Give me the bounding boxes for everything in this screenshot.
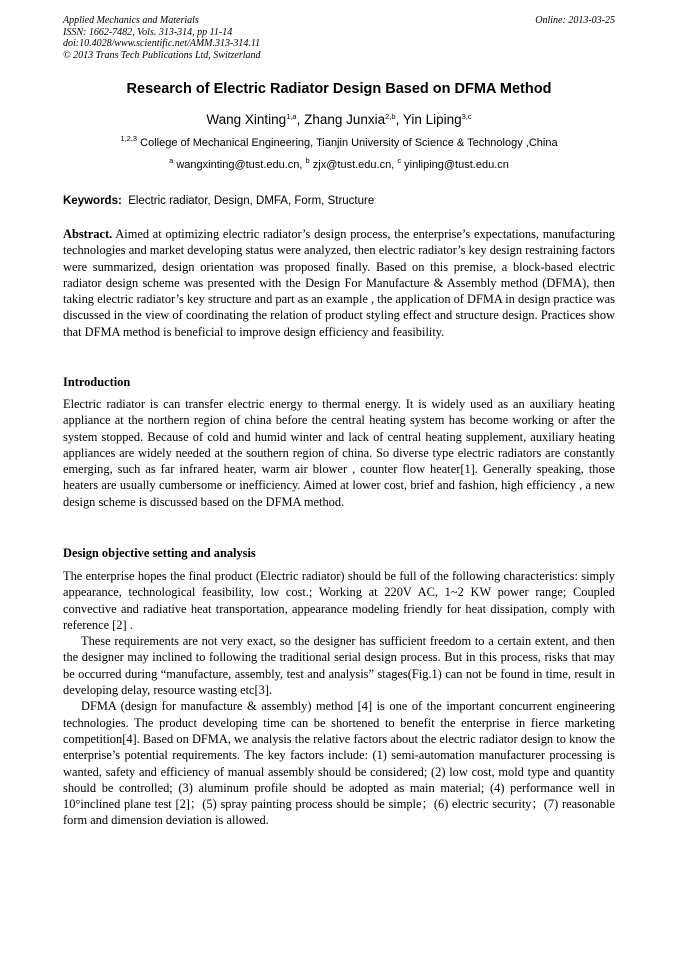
affiliation-text: College of Mechanical Engineering, Tianjin University of Science & Technology ,China [140,137,558,149]
online-date: Online: 2013-03-25 [535,15,615,26]
email-sup: b [305,156,310,165]
affiliation [0,134,678,149]
journal-issn: ISSN: 1662-7482, Vols. 313-314, pp 11-14 [63,26,233,38]
email-list [0,156,678,171]
paper-title: Research of Electric Radiator Design Based on DFMA Method [126,81,552,97]
paragraph: DFMA (design for manufacture & assembly) method [4] is one of the important concurrent engineering technologies. The product developing time can be shortened to benefit the enterprise in fierce marketing competition[4]. Based on DFMA, we analysis the relative factors about the electric radiator design to know the enterprise’s potential requirements. The key factors include: (1) semi-automation manufacturer processing is wanted, safety and efficiency of manual assembly should be considered; (2) low cost, mold type and quantity should be controlled; (3) aluminum profile should be adopted as main material; (4) performance well in 10°inclined plane test [2]；(5) spray painting process should be simple；(6) electric security；(7) reasonable form and dimension deviation is allowed. [63,699,615,828]
abstract-label: Abstract. [63,227,113,241]
paragraph: The enterprise hopes the final product (Electric radiator) should be full of the following characteristics: simply appearance, technological feasibility, low cost.; Working at 220V AC, 1~2 KW power range; Coupled convective and radiative heat transportation, appearance modeling friendly for heat dissipation, comply with reference [2] . [63,569,615,632]
author-sup: 3,c [461,112,472,121]
abstract [63,226,615,340]
author-name: Zhang Junxia [304,112,386,127]
design-section-body [63,568,615,829]
journal-copyright: © 2013 Trans Tech Publications Ltd, Switzerland [63,49,261,61]
affiliation-sup: 1,2,3 [120,134,138,143]
author-name: Wang Xinting [206,112,287,127]
abstract-text: Aimed at optimizing electric radiator’s design process, the enterprise’s expectations, manufacturing technologies and market developing status were analyzed, then electric radiator’s key design restraining factors were summarized, design orientation was proposed finally. Based on this premise, a block-based electric radiator design scheme was presented with the Design For Manufacture & Assembly method (DFMA), then taking electric radiator’s key structure and part as an example , the application of DFMA in design practice was discussed in the view of coordinating the relation of product styling effect and structure design. Practices show that DFMA method is beneficial to improve design efficiency and feasibility. [63,227,615,339]
keywords [63,195,374,207]
email-link[interactable]: wangxinting@tust.edu.cn, [176,159,303,171]
author-list: Wang Xinting$^{1,a}$, Zhang Junxia$^{2,b}$, Yin Liping$^{3,c}$ [206,112,472,127]
email-sup: c [397,156,402,165]
design-section-heading: Design objective setting and analysis [63,546,256,560]
email-link[interactable]: zjx@tust.edu.cn, [312,159,395,171]
email-link[interactable]: yinliping@tust.edu.cn [404,159,509,171]
introduction-heading: Introduction [63,375,131,389]
author-name: Yin Liping [402,112,462,127]
journal-header [63,15,261,61]
paragraph: These requirements are not very exact, so the designer has sufficient freedom to a certain extent, and then the designer may inclined to following the traditional serial design process. But in this process, risks that may be occurred during “manufacture, assembly, test and analysis” stages(Fig.1) can not be found in time, result in developing delay, resource wasting etc[3]. [63,634,615,698]
keywords-text: Electric radiator, Design, DMFA, Form, Structure [128,195,375,207]
introduction-text: Electric radiator is can transfer electric energy to thermal energy. It is widely used as an auxiliary heating appliance at the northern region of china before the central heating system has become working or after the system stopped. Because of cold and humid winter and lack of central heating supplement, auxiliary heating appliances are widely needed at the southern region of china. So diverse type electric radiators are constantly emerging, such as far infrared heater, warm air blower , counter flow heater[1]. Generally speaking, those heaters are usually cumbersome or inefficiency. Aimed at lower cost, brief and fashion, high efficiency , a new design scheme is discussed based on the DFMA method. [63,397,615,509]
journal-doi: doi:10.4028/www.scientific.net/AMM.313-314.11 [63,38,261,49]
author-sup: 2,b [385,112,396,121]
email-sup: a [169,156,174,165]
keywords-label: Keywords: [63,195,122,207]
author-sup: 1,a [286,112,297,121]
journal-name: Applied Mechanics and Materials [63,15,199,26]
